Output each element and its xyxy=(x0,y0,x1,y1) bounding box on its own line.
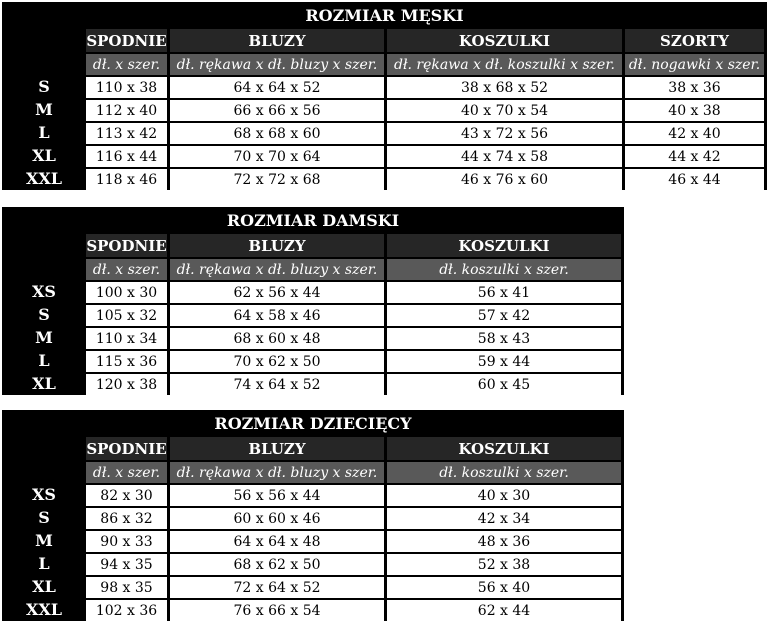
measurement-cell: 57 x 42 xyxy=(387,303,624,326)
size-label: S xyxy=(38,508,50,527)
subheader-hoodies: dł. rękawa x dł. bluzy x szer. xyxy=(170,460,387,483)
column-header-hoodies: BLUZY xyxy=(170,234,387,257)
measurement-cell: 60 x 45 xyxy=(387,372,624,395)
size-label: S xyxy=(38,77,50,96)
measurement-cell: 70 x 70 x 64 xyxy=(170,144,387,167)
measurement-cell: 48 x 36 xyxy=(387,529,624,552)
measurement-cell: 62 x 56 x 44 xyxy=(170,280,387,303)
measurement-cell: 42 x 34 xyxy=(387,506,624,529)
size-label: XL xyxy=(32,374,56,393)
measurement-cell: 118 x 46 xyxy=(86,167,170,190)
measurement-cell: 64 x 64 x 48 xyxy=(170,529,387,552)
measurement-cell: 62 x 44 xyxy=(387,598,624,621)
measurement-cell: 68 x 68 x 60 xyxy=(170,121,387,144)
womens-size-table xyxy=(2,207,624,395)
table-row xyxy=(2,144,767,167)
measurement-cell: 66 x 66 x 56 xyxy=(170,98,387,121)
measurement-cell: 110 x 38 xyxy=(86,75,170,98)
column-header-hoodies: BLUZY xyxy=(170,437,387,460)
size-label: S xyxy=(38,305,50,324)
measurement-cell: 74 x 64 x 52 xyxy=(170,372,387,395)
measurement-cell: 59 x 44 xyxy=(387,349,624,372)
column-header-pants: SPODNIE xyxy=(86,29,170,52)
column-header-pants: SPODNIE xyxy=(86,437,170,460)
size-label: M xyxy=(35,328,53,347)
table-row xyxy=(2,529,624,552)
size-label: M xyxy=(35,100,53,119)
kids-table-title: ROZMIAR DZIECIĘCY xyxy=(214,414,412,433)
measurement-cell: 113 x 42 xyxy=(86,121,170,144)
table-row xyxy=(2,303,624,326)
column-header-shorts: SZORTY xyxy=(625,29,767,52)
column-header-tshirts: KOSZULKI xyxy=(387,29,625,52)
subheader-tshirts: dł. koszulki x szer. xyxy=(387,257,624,280)
table-row xyxy=(2,326,624,349)
measurement-cell: 38 x 68 x 52 xyxy=(387,75,625,98)
kids-size-table xyxy=(2,410,624,621)
size-label: M xyxy=(35,531,53,550)
measurement-cell: 70 x 62 x 50 xyxy=(170,349,387,372)
subheader-spacer xyxy=(2,460,86,483)
measurement-cell: 76 x 66 x 54 xyxy=(170,598,387,621)
size-label: XXL xyxy=(25,169,63,188)
measurement-cell: 100 x 30 xyxy=(86,280,170,303)
measurement-cell: 102 x 36 xyxy=(86,598,170,621)
measurement-cell: 105 x 32 xyxy=(86,303,170,326)
table-row xyxy=(2,75,767,98)
subheader-spacer xyxy=(2,52,86,75)
measurement-cell: 60 x 60 x 46 xyxy=(170,506,387,529)
measurement-cell: 46 x 76 x 60 xyxy=(387,167,625,190)
measurement-cell: 52 x 38 xyxy=(387,552,624,575)
table-row xyxy=(2,349,624,372)
size-label: XL xyxy=(32,577,56,596)
column-header-tshirts: KOSZULKI xyxy=(387,437,624,460)
measurement-cell: 98 x 35 xyxy=(86,575,170,598)
subheader-pants: dł. x szer. xyxy=(86,460,170,483)
measurement-cell: 86 x 32 xyxy=(86,506,170,529)
size-label: XL xyxy=(32,146,56,165)
header-spacer xyxy=(2,29,86,52)
measurement-cell: 64 x 64 x 52 xyxy=(170,75,387,98)
measurement-cell: 43 x 72 x 56 xyxy=(387,121,625,144)
measurement-cell: 112 x 40 xyxy=(86,98,170,121)
table-row xyxy=(2,280,624,303)
measurement-cell: 116 x 44 xyxy=(86,144,170,167)
table-row xyxy=(2,372,624,395)
table-row xyxy=(2,121,767,144)
table-row xyxy=(2,483,624,506)
measurement-cell: 94 x 35 xyxy=(86,552,170,575)
measurement-cell: 90 x 33 xyxy=(86,529,170,552)
size-label: XXL xyxy=(25,600,63,619)
measurement-cell: 44 x 42 xyxy=(625,144,767,167)
size-label: L xyxy=(38,554,50,573)
measurement-cell: 110 x 34 xyxy=(86,326,170,349)
table-row xyxy=(2,598,624,621)
subheader-hoodies: dł. rękawa x dł. bluzy x szer. xyxy=(170,52,387,75)
table-row xyxy=(2,98,767,121)
subheader-pants: dł. x szer. xyxy=(86,257,170,280)
measurement-cell: 56 x 56 x 44 xyxy=(170,483,387,506)
subheader-tshirts: dł. koszulki x szer. xyxy=(387,460,624,483)
measurement-cell: 82 x 30 xyxy=(86,483,170,506)
subheader-tshirts: dł. rękawa x dł. koszulki x szer. xyxy=(387,52,625,75)
measurement-cell: 58 x 43 xyxy=(387,326,624,349)
table-row xyxy=(2,167,767,190)
measurement-cell: 40 x 70 x 54 xyxy=(387,98,625,121)
size-label: L xyxy=(38,123,50,142)
measurement-cell: 64 x 58 x 46 xyxy=(170,303,387,326)
womens-table-title: ROZMIAR DAMSKI xyxy=(226,211,400,230)
measurement-cell: 40 x 30 xyxy=(387,483,624,506)
measurement-cell: 40 x 38 xyxy=(625,98,767,121)
subheader-spacer xyxy=(2,257,86,280)
header-spacer xyxy=(2,437,86,460)
table-row xyxy=(2,506,624,529)
subheader-hoodies: dł. rękawa x dł. bluzy x szer. xyxy=(170,257,387,280)
measurement-cell: 46 x 44 xyxy=(625,167,767,190)
measurement-cell: 56 x 40 xyxy=(387,575,624,598)
size-label: XS xyxy=(32,485,56,504)
size-label: L xyxy=(38,351,50,370)
mens-table-title: ROZMIAR MĘSKI xyxy=(305,6,464,25)
measurement-cell: 68 x 62 x 50 xyxy=(170,552,387,575)
measurement-cell: 120 x 38 xyxy=(86,372,170,395)
measurement-cell: 72 x 64 x 52 xyxy=(170,575,387,598)
size-label: XS xyxy=(32,282,56,301)
subheader-shorts: dł. nogawki x szer. xyxy=(625,52,767,75)
measurement-cell: 42 x 40 xyxy=(625,121,767,144)
column-header-pants: SPODNIE xyxy=(86,234,170,257)
table-row xyxy=(2,552,624,575)
measurement-cell: 56 x 41 xyxy=(387,280,624,303)
column-header-tshirts: KOSZULKI xyxy=(387,234,624,257)
measurement-cell: 72 x 72 x 68 xyxy=(170,167,387,190)
measurement-cell: 68 x 60 x 48 xyxy=(170,326,387,349)
table-row xyxy=(2,575,624,598)
subheader-pants: dł. x szer. xyxy=(86,52,170,75)
measurement-cell: 115 x 36 xyxy=(86,349,170,372)
measurement-cell: 38 x 36 xyxy=(625,75,767,98)
measurement-cell: 44 x 74 x 58 xyxy=(387,144,625,167)
header-spacer xyxy=(2,234,86,257)
mens-size-table xyxy=(2,2,767,190)
column-header-hoodies: BLUZY xyxy=(170,29,387,52)
